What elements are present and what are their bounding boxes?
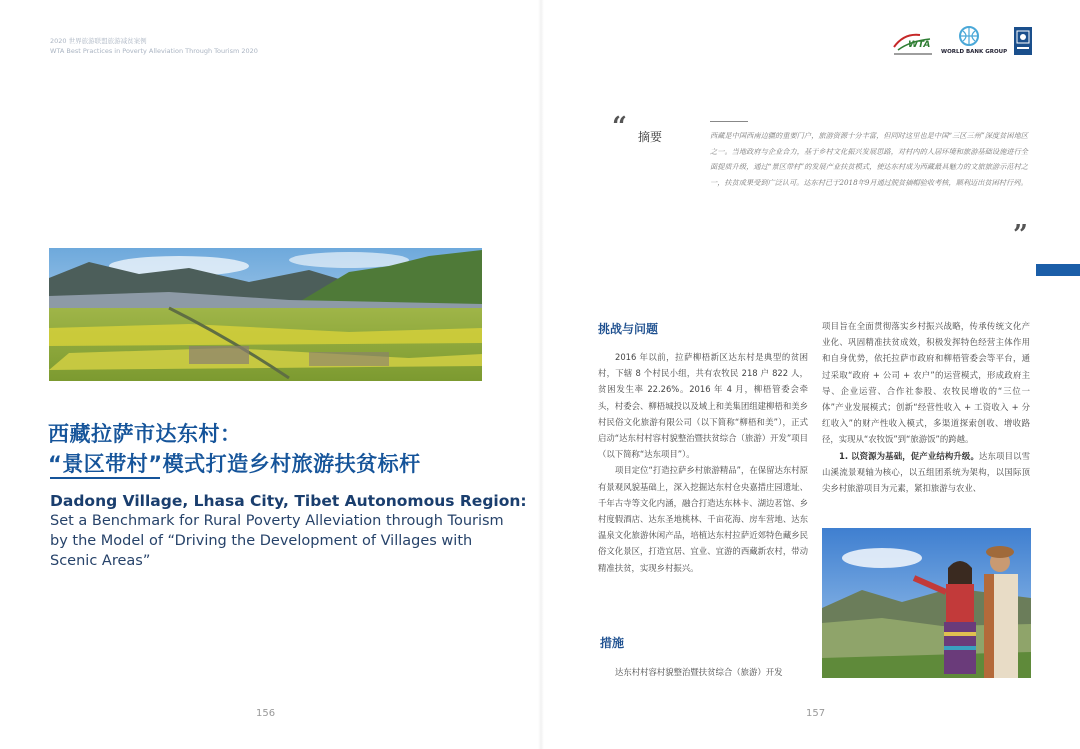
abstract-text: 西藏是中国西南边疆的重要门户，旅游资源十分丰富，但同时这里也是中国“三区三州”深度贫困地区之一。当地政府与企业合力，基于乡村文化振兴发展思路，对村内的人居环境和旅游基础设施进行全面提质升级，通过“景区带村”的发展产业扶贫模式，使达东村成为西藏最具魅力的文旅旅游示范村之一，扶贫成果受到广泛认可。达东村已于2018年9月通过脱贫摘帽验收考核，顺利迈出贫困村行列。 — [710, 131, 1028, 187]
book-gutter — [538, 0, 544, 749]
body-column-2 — [822, 318, 1030, 496]
body-paragraph: 达东村村容村貌整治暨扶贫综合（旅游）开发 — [615, 667, 783, 677]
body-paragraph: 项目旨在全面贯彻落实乡村振兴战略，传承传统文化产业化、巩固精准扶贫成效，积极发挥特色经营主体作用和自身优势，依托拉萨市政府和柳梧管委会等平台，通过采取“政府 + 公司 + 农户”的运营模式，形成政府主导、企业运营、合作社参股、农牧民增收的“三位一体”产业发展模式；创新“经营性收入 + 工资收入 + 分红收入”的财产性收入模式，多渠道探索创收、增收路径，实现从“农牧饭”到“旅游饭”的跨越。 — [822, 321, 1030, 445]
abstract-label: 摘要 — [638, 130, 663, 144]
wta-logo-text: WTA — [908, 40, 931, 50]
section-heading-challenges: 挑战与问题 — [598, 322, 659, 336]
title-cn-line2: “景区带村”模式打造乡村旅游扶贫标杆 — [48, 452, 421, 476]
valley-landscape-photo — [49, 248, 482, 381]
abstract-rule — [710, 121, 748, 122]
world-bank-logo-text: WORLD BANK GROUP — [941, 49, 1008, 55]
title-divider — [50, 477, 160, 479]
title-cn-line1: 西藏拉萨市达东村： — [48, 422, 242, 446]
villagers-photo — [822, 528, 1031, 678]
body-column-1 — [598, 349, 808, 576]
body-column-1-continued — [598, 664, 808, 680]
partner-emblem-logo — [1014, 27, 1032, 55]
title-en-line: Scenic Areas” — [50, 553, 151, 569]
title-en-bold: Dadong Village, Lhasa City, Tibet Autonomous Region: — [50, 492, 527, 510]
open-quote-mark: “ — [612, 112, 627, 142]
wta-logo — [890, 25, 938, 59]
title-en-line: by the Model of “Driving the Development of Villages with — [50, 533, 473, 549]
body-bold-lead: 1. 以资源为基础，促产业结构升级。 — [839, 450, 979, 461]
section-tab-marker — [1036, 264, 1080, 276]
running-header-en: WTA Best Practices in Poverty Alleviation Through Tourism 2020 — [50, 47, 258, 55]
partner-logos — [890, 25, 1040, 60]
section-heading-measures: 措施 — [600, 636, 625, 650]
body-paragraph: 2016 年以前，拉萨柳梧新区达东村是典型的贫困村，下辖 8 个村民小组，共有农牧民 218 户 822 人，贫困发生率 22.26%。2016 年 4 月，柳梧管委会牵头，村委会、柳梧城投以及域上和美集团组建柳梧和美乡村民俗文化旅游有限公司（以下简称“柳梧和美”），正式启动“达东村村容村貌整治暨扶贫综合（旅游）开发”项目（以下简称“达东项目”）。 — [598, 352, 808, 460]
title-en-line: Set a Benchmark for Rural Poverty Alleviation through Tourism — [50, 513, 504, 529]
page-number-right: 157 — [806, 708, 826, 719]
world-bank-logo — [941, 25, 1008, 59]
close-quote-mark: ” — [1013, 220, 1028, 250]
body-paragraph: 项目定位“打造拉萨乡村旅游精品”，在保留达东村原有景观风貌基础上，深入挖掘达东村仓央嘉措庄园遗址、千年古寺等文化内涵，融合打造达东林卡、湖边茗馆、乡村度假酒店、达东圣地桃林、千亩花海、房车营地、达东温泉文化旅游休闲产品，培植达东村拉萨近郊特色藏乡民俗文化景区，打造宜居、宜业、宜游的西藏新农村，带动精准扶贫，实现乡村振兴。 — [598, 465, 808, 573]
body-text: 达东项目以雪山溪流景观轴为核心，以五组团系统为架构，以国际顶尖乡村旅游项目为元素，紧扣旅游与农业、 — [822, 450, 1030, 494]
page-number-left: 156 — [256, 708, 276, 719]
running-header-cn: 2020 世界旅游联盟旅游减贫案例 — [50, 37, 147, 45]
